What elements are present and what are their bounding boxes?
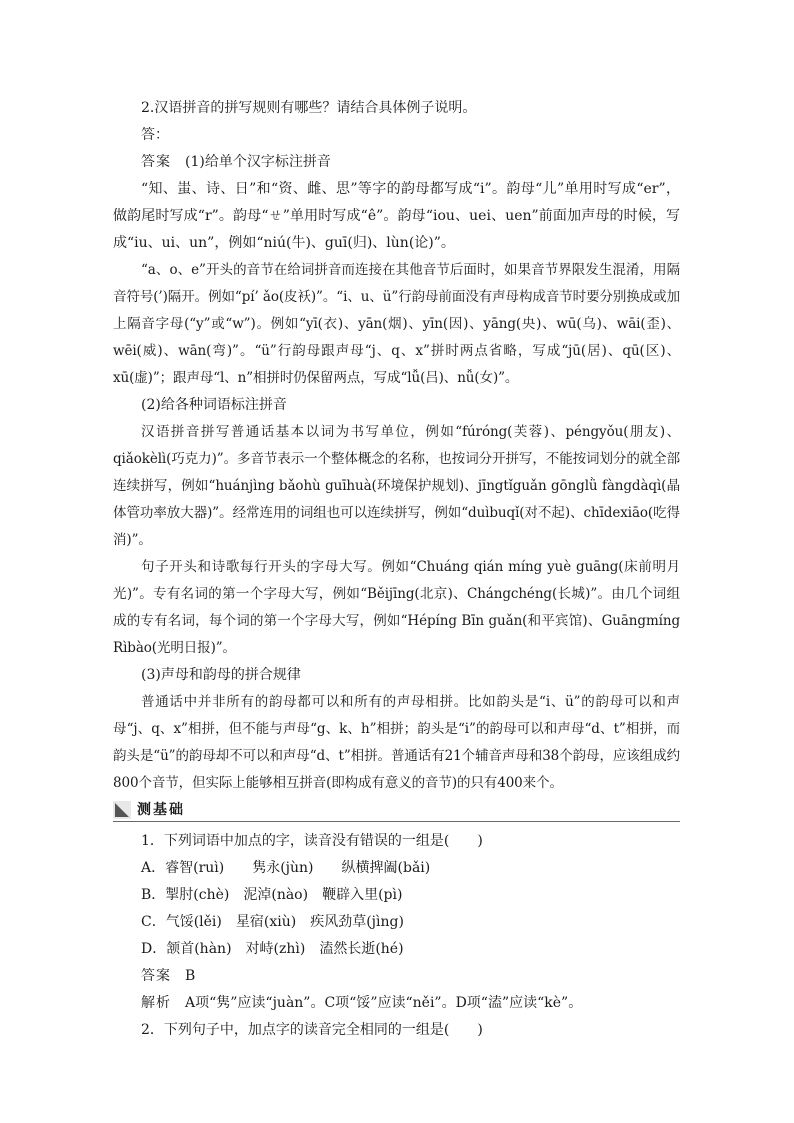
answer-label: 答： <box>141 127 169 143</box>
section-title: 测基础 <box>137 801 185 818</box>
question-2: 2.汉语拼音的拼写规则有哪些？请结合具体例子说明。 <box>141 100 477 116</box>
exercise-1-option-d: D．颔首(hàn) 对峙(zhì) 溘然长逝(hé) <box>141 941 404 957</box>
page-content <box>113 95 680 1044</box>
exercise-1-answer-tag: 答案 <box>141 968 171 984</box>
exercise-2-question: 2．下列句子中，加点字的读音完全相同的一组是( ) <box>141 1022 483 1038</box>
exercise-1-analysis <box>113 990 680 1017</box>
exercise-1-answer <box>113 963 680 990</box>
answer-tag: 答案 <box>141 154 171 170</box>
section-header <box>113 799 680 822</box>
subsection-2-paragraph-1: 汉语拼音拼写普通话基本以词为书写单位，例如“fúróng(芙蓉)、péngyǒu(朋友)、qiǎokèlì(巧克力)”。多音节表示一个整体概念的名称，也按词分开拼写，不能按词划分的就全部连续拼写，例如“huánjìng bǎohù guīhuà(环境保护规划)、jīngtǐguǎn gōnglǜ fàngdàqì(晶体管功率放大器)”。经常连用的词组也可以连续拼写，例如“duìbuqǐ(对不起)、chīdexiāo(吃得消)”。 <box>113 424 680 548</box>
subsection-1-paragraph-2: “a、o、e”开头的音节在给词拼音而连接在其他音节后面时，如果音节界限发生混淆，用隔音符号(’)隔开。例如“pí’ ǎo(皮袄)”。“i、u、ü”行韵母前面没有声母构成音节时要分别换成或加上隔音字母(“y”或“w”)。例如“yī(衣)、yān(烟)、yīn(因)、yāng(央)、wū(乌)、wāi(歪)、wēi(威)、wān(弯)”。“ü”行韵母跟声母“j、q、x”拼时两点省略，写成“jū(居)、qū(区)、xū(虚)”；跟声母“l、n”相拼时仍保留两点，写成“lǚ(吕)、nǚ(女)”。 <box>113 262 680 386</box>
subsection-1-paragraph-1: “知、蚩、诗、日”和“资、雌、思”等字的韵母都写成“i”。韵母“儿”单用时写成“er”，做韵尾时写成“r”。韵母“ㄝ”单用时写成“ê”。韵母“iou、uei、uen”前面加声母的时候，写成“iu、ui、un”，例如“niú(牛)、guī(归)、lùn(论)”。 <box>113 181 680 251</box>
exercise-1-answer-value: B <box>185 968 196 984</box>
exercise-1-analysis-text: A项“隽”应读“juàn”。C项“馁”应读“něi”。D项“溘”应读“kè”。 <box>185 995 583 1011</box>
subsection-2-title: (2)给各种词语标注拼音 <box>141 397 287 413</box>
exercise-1-analysis-tag: 解析 <box>141 995 171 1011</box>
exercise-1-option-b: B．掣肘(chè) 泥淖(nào) 鞭辟入里(pì) <box>141 887 403 903</box>
exercise-1-question: 1．下列词语中加点的字，读音没有错误的一组是( ) <box>141 833 483 849</box>
subsection-3-paragraph-1: 普通话中并非所有的韵母都可以和所有的声母相拼。比如韵头是“i、ü”的韵母可以和声母“j、q、x”相拼，但不能与声母“g、k、h”相拼；韵头是“i”的韵母可以和声母“d、t”相拼，而韵头是“ü”的韵母却不可以和声母“d、t”相拼。普通话有21个辅音声母和38个韵母，应该组成约800个音节，但实际上能够相互拼音(即构成有意义的音节)的只有400来个。 <box>113 694 680 791</box>
answer-heading <box>113 149 680 176</box>
subsection-1-title: (1)给单个汉字标注拼音 <box>185 154 331 170</box>
section-marker-icon <box>113 801 131 819</box>
exercise-1-option-a: A．睿智(ruì) 隽永(jùn) 纵横捭阖(bǎi) <box>141 860 431 876</box>
exercise-1-option-c: C．气馁(lěi) 星宿(xiù) 疾风劲草(jìng) <box>141 914 404 930</box>
subsection-3-title: (3)声母和韵母的拼合规律 <box>141 667 301 683</box>
subsection-2-paragraph-2: 句子开头和诗歌每行开头的字母大写。例如“Chuáng qián míng yuè guāng(床前明月光)”。专有名词的第一个字母大写，例如“Běijīng(北京)、Chángchéng(长城)”。由几个词组成的专有名词，每个词的第一个字母大写，例如“Hépíng Bīn guǎn(和平宾馆)、Guāngmíng Rìbào(光明日报)”。 <box>113 559 680 656</box>
